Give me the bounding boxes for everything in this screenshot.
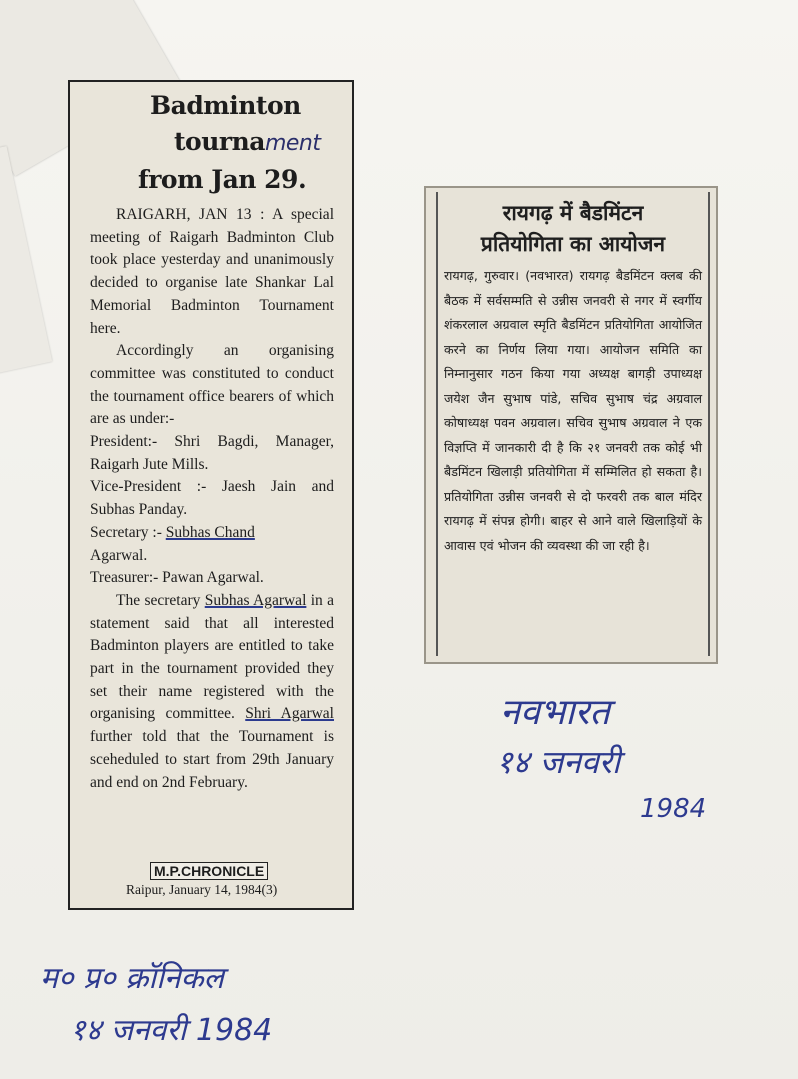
underlined-name-2: Shri Agarwal xyxy=(245,705,334,723)
handwritten-chronicle-date: १४ जनवरी 1984 xyxy=(70,1013,273,1048)
handwritten-navbharat-date: १४ जनवरी xyxy=(496,743,621,781)
paragraph-1: RAIGARH, JAN 13 : A special meeting of Raigarh Badminton Club took place yesterday and unanimously decided to organise late Shankar Lal Memorial Badminton Tournament here. xyxy=(90,206,334,337)
paragraph-3 xyxy=(90,590,334,794)
headline-line-1: Badminton xyxy=(150,91,301,120)
secretary-name: Subhas Chand xyxy=(165,523,255,541)
hindi-body: रायगढ़, गुरुवार। (नवभारत) रायगढ़ बैडमिंटन क्लब की बैठक में सर्वसम्मति से उन्नीस जनवरी से नगर में स्वर्गीय शंकरलाल अग्रवाल स्मृति बैडमिंटन प्रतियोगिता आयोजित करने का निर्णय लिया गया। आयोजन समिति का निम्नानुसार गठन किया गया अध्यक्ष बागड़ी उपाध्यक्ष जयेश जैन सुभाष पांडे, सचिव सुभाष चंद्र अग्रवाल कोषाध्यक्ष पवन अग्रवाल। सचिव सुभाष अग्रवाल ने एक विज्ञप्ति में जानकारी दी है कि २१ जनवरी तक कोई भी बैडमिंटन खिलाड़ी प्रतियोगिता में सम्मिलित हो सकता है। प्रतियोगिता उन्नीस जनवरी से दो फरवरी तक बाल मंदिर रायगढ़ में संपन्न होगी। बाहर से आने वाले खिलाड़ियों के आवास एवं भोजन की व्यवस्था की जा रही है। xyxy=(444,268,702,553)
paragraph-2: Accordingly an organising committee was constituted to conduct the tournament office bearers of which are as under:- xyxy=(90,342,334,428)
hindi-news-clipping xyxy=(424,186,718,664)
vice-president-line: Vice-President :- Jaesh Jain and Subhas Panday. xyxy=(90,478,334,519)
secretary-surname: Agarwal. xyxy=(90,546,148,564)
secretary-label: Secretary :- xyxy=(90,523,166,541)
paragraph-3-end: further told that the Tournament is sceheduled to start from 29th January and end on 2nd February. xyxy=(90,728,334,791)
secretary-line xyxy=(90,522,334,567)
handwritten-navbharat: नवभारत xyxy=(500,692,610,733)
clipping-headline xyxy=(70,88,356,198)
hindi-headline-line-1: रायगढ़ में बैडमिंटन xyxy=(502,201,644,225)
headline-handwritten-correction: ment xyxy=(264,131,321,156)
newspaper-source: M.P.CHRONICLE xyxy=(150,862,268,880)
paragraph-3-mid: in a statement said that all interested Badminton players are entitled to take part in the tournament provided they set their name registered with the organising committee. xyxy=(90,591,335,723)
treasurer-line: Treasurer:- Pawan Agarwal. xyxy=(90,569,264,587)
clipping-body xyxy=(90,204,334,794)
hindi-headline-line-2: प्रतियोगिता का आयोजन xyxy=(480,232,666,256)
hindi-headline xyxy=(426,198,720,260)
newspaper-dateline: Raipur, January 14, 1984(3) xyxy=(126,882,278,897)
handwritten-chronicle: म० प्र० क्रॉनिकल xyxy=(40,961,224,996)
paragraph-3-start: The secretary xyxy=(116,591,205,609)
handwritten-navbharat-year: 1984 xyxy=(640,794,707,824)
headline-line-3: from Jan 29. xyxy=(138,165,307,194)
english-news-clipping xyxy=(68,80,354,910)
underlined-name-1: Subhas Agarwal xyxy=(204,591,307,609)
president-line: President:- Shri Bagdi, Manager, Raigarh Jute Mills. xyxy=(90,433,334,473)
headline-line-2 xyxy=(70,124,356,162)
headline-printed-part: tourna xyxy=(174,127,265,156)
